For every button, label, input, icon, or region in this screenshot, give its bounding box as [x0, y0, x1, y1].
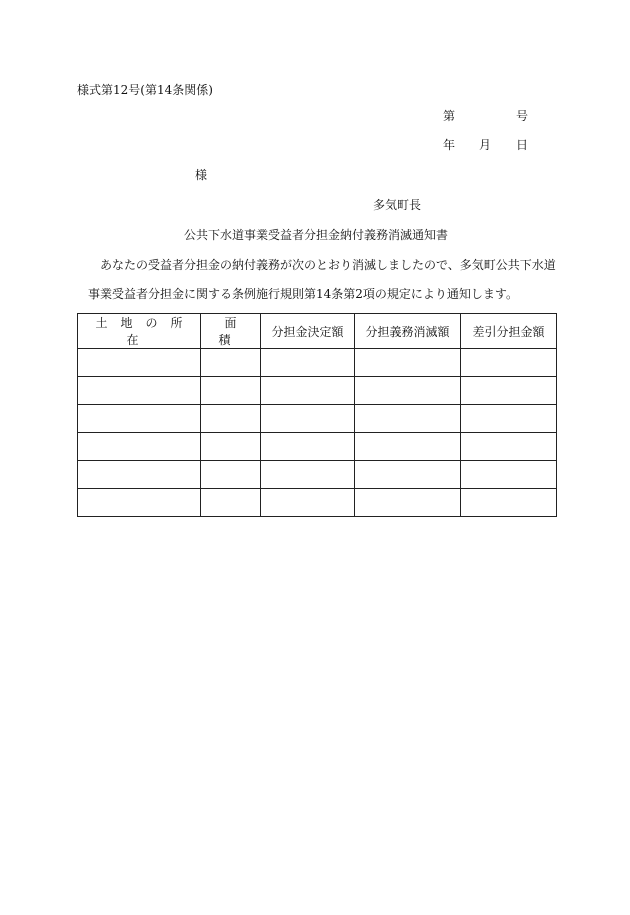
- header-land-location: [78, 314, 201, 349]
- body-text-line-1: あなたの受益者分担金の納付義務が次のとおり消滅しましたので、多気町公共下水道: [100, 258, 556, 272]
- table-cell: [355, 405, 461, 433]
- table-cell: [355, 377, 461, 405]
- table-row: [78, 405, 557, 433]
- table-cell: [461, 405, 557, 433]
- header-determined-amount: 分担金決定額: [261, 314, 355, 349]
- table-row: [78, 377, 557, 405]
- table-cell: [261, 489, 355, 517]
- table-cell: [201, 349, 261, 377]
- table-cell: [261, 433, 355, 461]
- table-cell: [261, 405, 355, 433]
- header-label: 面積: [218, 316, 249, 347]
- table-cell: [78, 461, 201, 489]
- table-cell: [355, 489, 461, 517]
- issuer-name: 多気町長: [373, 198, 422, 212]
- table-cell: [461, 349, 557, 377]
- header-area: [201, 314, 261, 349]
- table-cell: [461, 377, 557, 405]
- table-row: [78, 461, 557, 489]
- table-cell: [461, 461, 557, 489]
- date-month-label: 月: [479, 138, 492, 152]
- table-cell: [78, 489, 201, 517]
- table-cell: [355, 349, 461, 377]
- body-text-line-2: 事業受益者分担金に関する条例施行規則第14条第2項の規定により通知します。: [88, 287, 518, 301]
- table-cell: [201, 405, 261, 433]
- table-cell: [78, 349, 201, 377]
- detail-table: [77, 313, 557, 517]
- table-cell: [261, 461, 355, 489]
- doc-number-prefix: 第: [443, 109, 456, 123]
- table-cell: [355, 433, 461, 461]
- table-header-row: [78, 314, 557, 349]
- date-day-label: 日: [516, 138, 529, 152]
- header-net-amount: 差引分担金額: [461, 314, 557, 349]
- table-cell: [78, 433, 201, 461]
- table-cell: [78, 377, 201, 405]
- table-row: [78, 349, 557, 377]
- date-year-label: 年: [443, 138, 456, 152]
- table-cell: [355, 461, 461, 489]
- table-cell: [201, 461, 261, 489]
- table-cell: [201, 377, 261, 405]
- table-cell: [461, 489, 557, 517]
- table-row: [78, 433, 557, 461]
- header-label: 土地の所在: [95, 316, 196, 347]
- addressee-suffix: 様: [195, 168, 208, 182]
- doc-number-suffix: 号: [516, 109, 529, 123]
- form-number: 様式第12号(第14条関係): [77, 83, 213, 97]
- document-title: 公共下水道事業受益者分担金納付義務消滅通知書: [184, 228, 449, 242]
- table-cell: [261, 349, 355, 377]
- table-cell: [461, 433, 557, 461]
- header-extinguished-amount: 分担義務消滅額: [355, 314, 461, 349]
- table-cell: [201, 433, 261, 461]
- table-cell: [78, 405, 201, 433]
- table-cell: [201, 489, 261, 517]
- table-cell: [261, 377, 355, 405]
- table-row: [78, 489, 557, 517]
